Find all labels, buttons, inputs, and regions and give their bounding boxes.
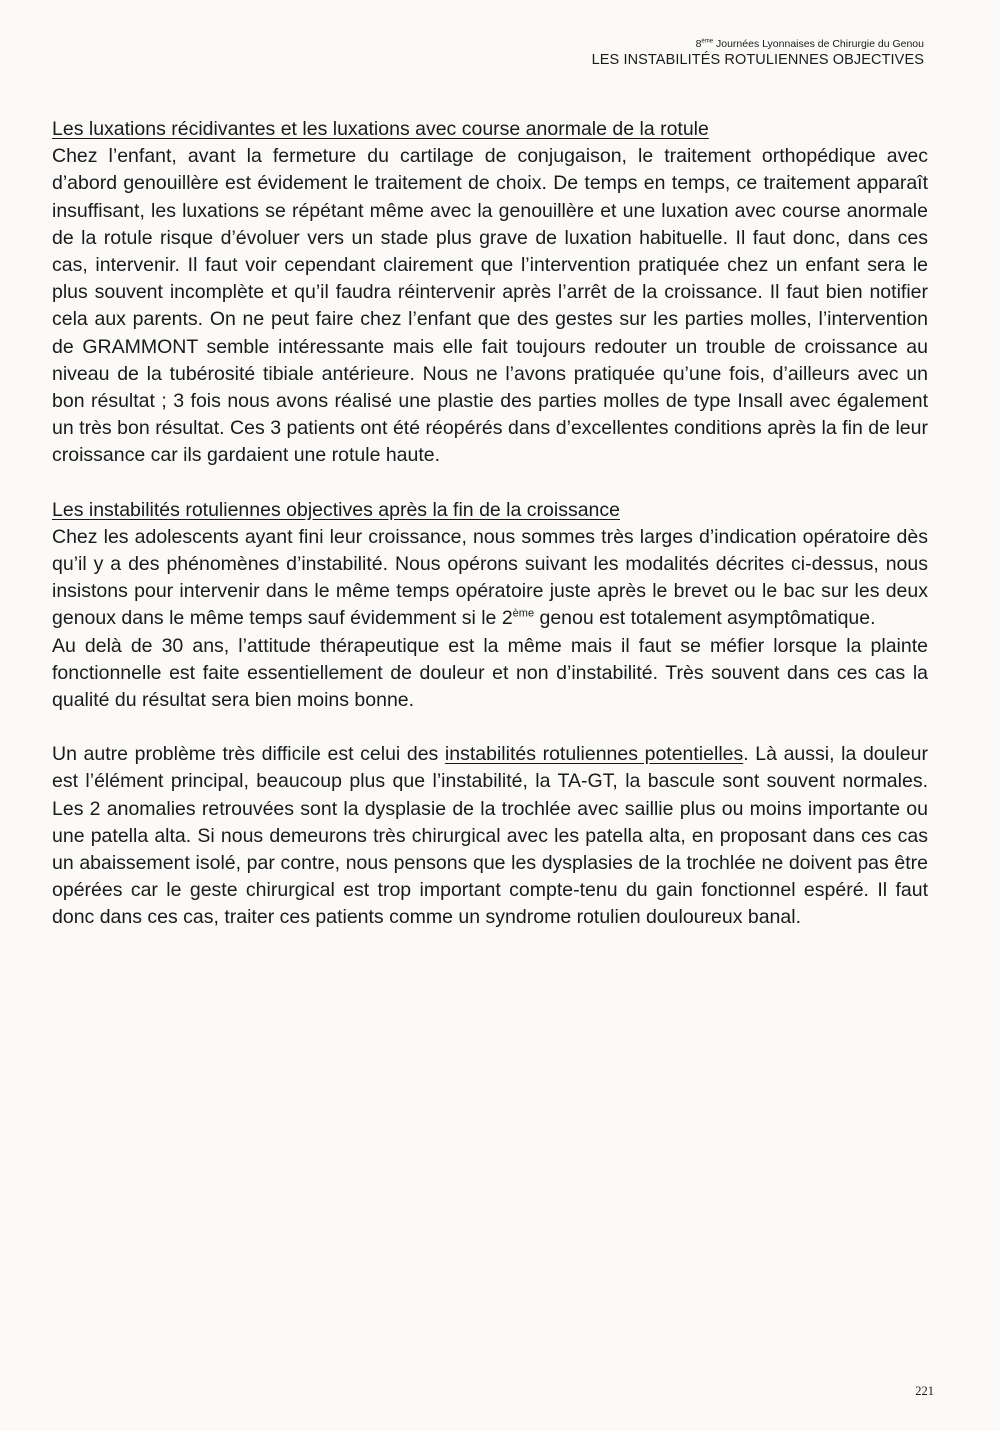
paragraph-adolescents-text: Chez les adolescents ayant fini leur croissance, nous sommes très larges d’indication opératoire dès qu’il y a des phénomènes d’instabilité. Nous opérons suivant les modalités décrites ci-dessus, nous insistons pour intervenir dans le même temps opératoire juste après le brevet ou le bac sur les deux genoux dans le même temps sauf évidemment si le bbox=[52, 525, 928, 630]
section-heading-luxations: Les luxations récidivantes et les luxations avec course anormale de la rotule bbox=[52, 118, 709, 140]
paragraph-adolescents bbox=[52, 524, 928, 633]
underlined-term: instabilités rotuliennes potentielles bbox=[444, 743, 744, 766]
edition-suffix: ème bbox=[701, 38, 714, 45]
paragraph-gap bbox=[52, 470, 928, 497]
conference-title bbox=[592, 38, 924, 51]
running-header bbox=[592, 38, 924, 69]
paragraph-instabilites-potentielles bbox=[52, 741, 928, 931]
edition-number: 8 bbox=[695, 38, 702, 50]
paragraph-30-ans: Au delà de 30 ans, l’attitude thérapeutique est la même mais il faut se méfier lorsque la plainte fonctionnelle est faite essentiellement de douleur et non d’instabilité. Très souvent dans ces cas la qualité du résultat sera bien moins bonne. bbox=[52, 634, 928, 712]
paragraph-adolescents-end: genou est totalement asymptômatique. bbox=[534, 607, 876, 630]
page-number: 221 bbox=[915, 1384, 934, 1398]
paragraph-rest: . Là aussi, la douleur est l’élément principal, beaucoup plus que l’instabilité, la TA-GT, la bascule sont souvent normales. Les 2 anomalies retrouvées sont la dysplasie de la trochlée avec saillie plus ou moins importante ou une patella alta. Si nous demeurons très chirurgical avec les patella alta, en proposant dans ces cas un abaissement isolé, par contre, nous pensons que les dysplasies de la trochlée ne doivent pas être opérées car le geste chirurgical est trop important compte-tenu du gain fonctionnel espéré. Il faut donc dans ces cas, traiter ces patients comme un syndrome rotulien douloureux banal. bbox=[52, 743, 928, 929]
page-body bbox=[52, 116, 928, 932]
section-heading-instabilites: Les instabilités rotuliennes objectives après la fin de la croissance bbox=[52, 498, 620, 521]
ordinal-suffix: ème bbox=[512, 607, 535, 620]
paragraph-enfant: Chez l’enfant, avant la fermeture du cartilage de conjugaison, le traitement orthopédique avec d’abord genouillère est évidement le traitement de choix. De temps en temps, ce traitement apparaît insuffisant, les luxations se répétant même avec la genouillère et une luxation avec course anormale de la rotule risque d’évoluer vers un stade plus grave de luxation habituelle. Il faut donc, dans ces cas, intervenir. Il faut voir cependant clairement que l’intervention pratiquée chez un enfant sera le plus souvent incomplète et qu’il faudra réintervenir après l’arrêt de la croissance. Il faut bien notifier cela aux parents. On ne peut faire chez l’enfant que des gestes sur les parties molles, l’intervention de GRAMMONT semble intéressante mais elle fait toujours redouter un trouble de croissance au niveau de la tubérosité tibiale antérieure. Nous ne l’avons pratiquée qu’une fois, d’ailleurs avec un bon résultat ; 3 fois nous avons réalisé une plastie des parties molles de type Insall avec également un très bon résultat. Ces 3 patients ont été réopérés dans d’excellentes conditions après la fin de leur croissance car ils gardaient une rotule haute. bbox=[52, 145, 928, 467]
conference-name: Journées Lyonnaises de Chirurgie du Genou bbox=[713, 38, 924, 50]
paragraph-gap bbox=[52, 714, 928, 741]
chapter-title: LES INSTABILITÉS ROTULIENNES OBJECTIVES bbox=[591, 52, 924, 69]
paragraph-intro: Un autre problème très difficile est celui des bbox=[52, 743, 445, 766]
ordinal-number: 2 bbox=[501, 607, 513, 630]
